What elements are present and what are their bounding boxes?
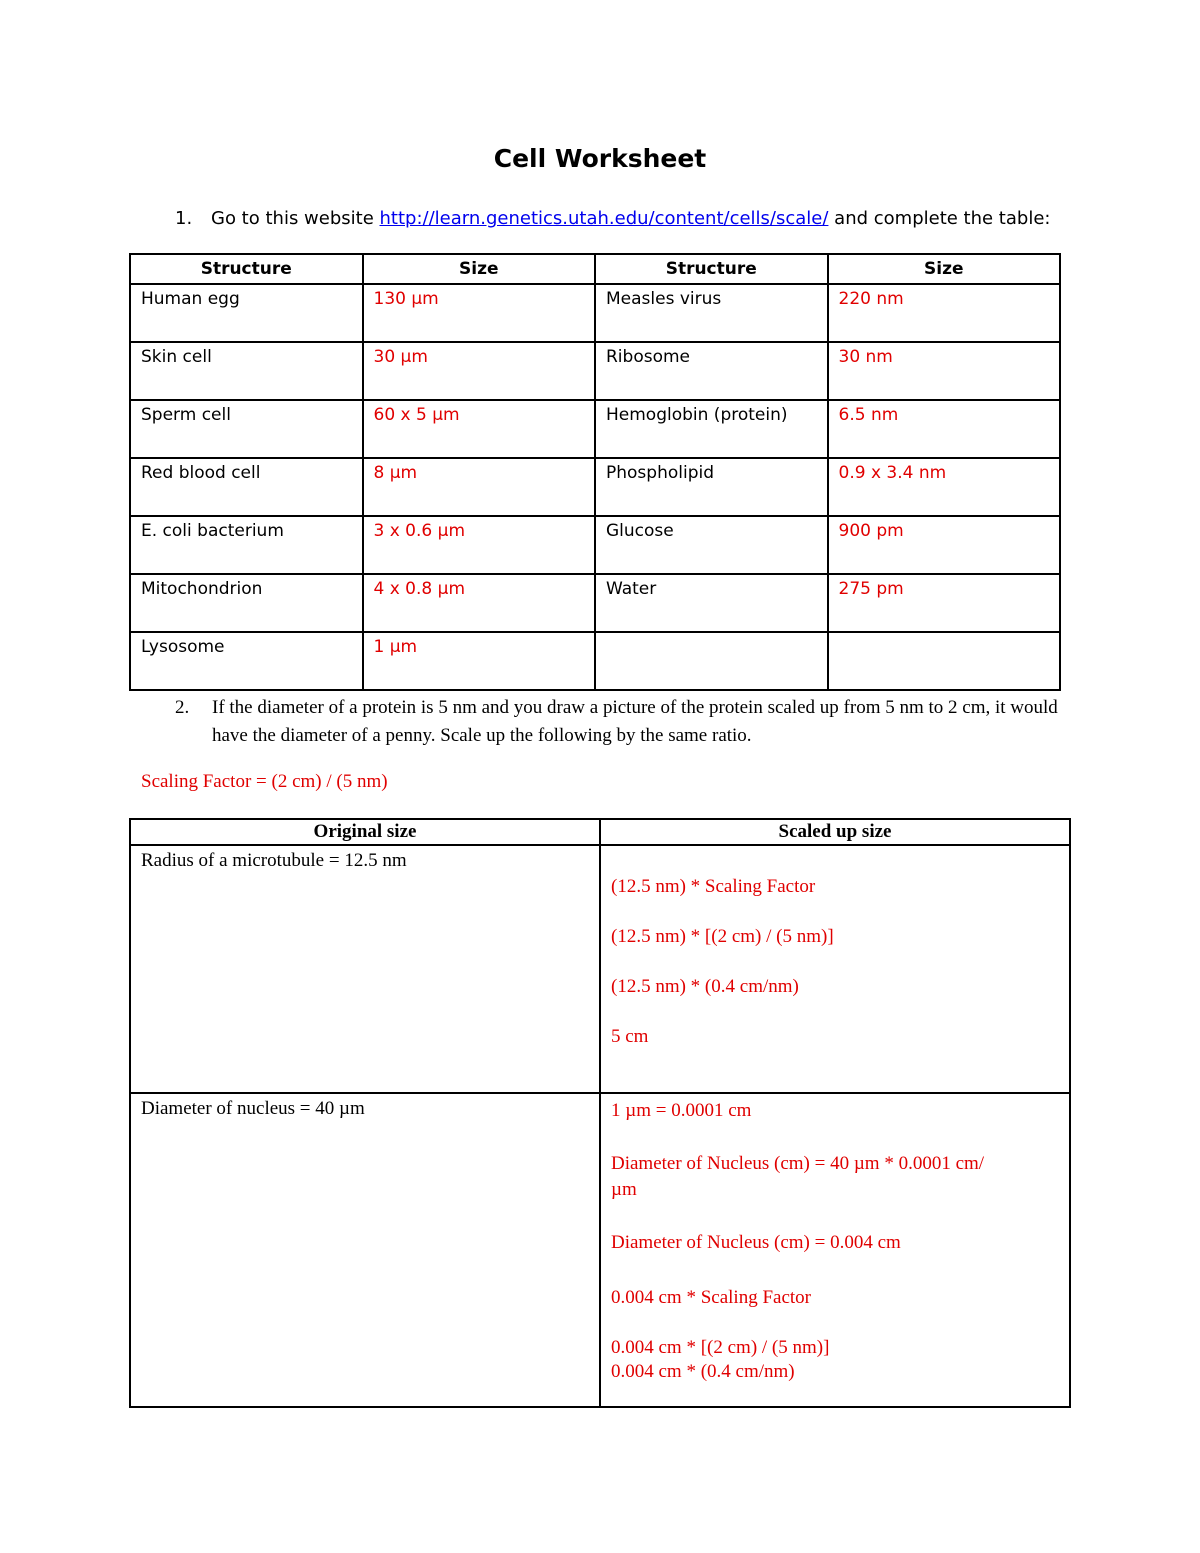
header-original-size: Original size: [130, 819, 600, 845]
question-1-text-before: Go to this website: [211, 208, 380, 229]
table-row: [130, 458, 1060, 516]
size-cell: 30 µm: [363, 342, 596, 400]
table-row: [130, 284, 1060, 342]
size-cell: 130 µm: [363, 284, 596, 342]
calc-line: (12.5 nm) * Scaling Factor: [611, 876, 816, 897]
table-header-row: [130, 254, 1060, 284]
structure-cell: Sperm cell: [130, 400, 363, 458]
question-2-text: If the diameter of a protein is 5 nm and you draw a picture of the protein scaled up from 5 nm to 2 cm, it would have the diameter of a penny. Scale up the following by the same ratio.: [212, 697, 1058, 746]
calc-line: 5 cm: [611, 1026, 649, 1047]
header-scaled-up-size: Scaled up size: [600, 819, 1070, 845]
size-cell: 30 nm: [828, 342, 1061, 400]
structure-cell: [595, 632, 828, 690]
question-1: [175, 208, 1050, 229]
structure-cell: Ribosome: [595, 342, 828, 400]
original-size-cell: Radius of a microtubule = 12.5 nm: [130, 845, 600, 1093]
question-1-text-after: and complete the table:: [828, 208, 1051, 229]
table-row: [130, 1093, 1070, 1407]
structure-cell: Hemoglobin (protein): [595, 400, 828, 458]
calc-line: Diameter of Nucleus (cm) = 40 µm * 0.0001 cm/µm: [611, 1153, 985, 1200]
original-size-cell: Diameter of nucleus = 40 µm: [130, 1093, 600, 1407]
structure-cell: Measles virus: [595, 284, 828, 342]
size-cell: 0.9 x 3.4 nm: [828, 458, 1061, 516]
header-structure: Structure: [595, 254, 828, 284]
calc-line: (12.5 nm) * [(2 cm) / (5 nm)]: [611, 926, 834, 947]
scaling-factor: Scaling Factor = (2 cm) / (5 nm): [141, 771, 388, 792]
scaled-size-cell: [600, 845, 1070, 1093]
size-cell: 4 x 0.8 µm: [363, 574, 596, 632]
structure-cell: Glucose: [595, 516, 828, 574]
calc-line: 0.004 cm * Scaling Factor: [611, 1287, 811, 1308]
calc-line: 0.004 cm * (0.4 cm/nm): [611, 1361, 795, 1382]
size-cell: [828, 632, 1061, 690]
header-size: Size: [363, 254, 596, 284]
size-cell: 8 µm: [363, 458, 596, 516]
structure-cell: Skin cell: [130, 342, 363, 400]
structure-cell: E. coli bacterium: [130, 516, 363, 574]
table-row: [130, 342, 1060, 400]
table-header-row: [130, 819, 1070, 845]
scaled-size-cell: [600, 1093, 1070, 1407]
worksheet-title: Cell Worksheet: [493, 144, 707, 173]
size-cell: 275 pm: [828, 574, 1061, 632]
structure-cell: Red blood cell: [130, 458, 363, 516]
table-row: [130, 400, 1060, 458]
structure-cell: Human egg: [130, 284, 363, 342]
structure-cell: Water: [595, 574, 828, 632]
size-cell: 6.5 nm: [828, 400, 1061, 458]
structure-cell: Mitochondrion: [130, 574, 363, 632]
structure-cell: Lysosome: [130, 632, 363, 690]
cell-size-table: [129, 253, 1061, 691]
header-structure: Structure: [130, 254, 363, 284]
size-cell: 1 µm: [363, 632, 596, 690]
website-link[interactable]: http://learn.genetics.utah.edu/content/cells/scale/: [379, 208, 829, 229]
question-1-number: 1.: [175, 208, 193, 229]
size-cell: 220 nm: [828, 284, 1061, 342]
table-row: [130, 845, 1070, 1093]
table-row: [130, 516, 1060, 574]
scale-up-table: [129, 818, 1071, 1408]
size-cell: 60 x 5 µm: [363, 400, 596, 458]
table-row: [130, 574, 1060, 632]
question-2: [175, 694, 1065, 750]
size-cell: 900 pm: [828, 516, 1061, 574]
calc-line: 0.004 cm * [(2 cm) / (5 nm)]: [611, 1337, 830, 1358]
size-cell: 3 x 0.6 µm: [363, 516, 596, 574]
calc-line: Diameter of Nucleus (cm) = 0.004 cm: [611, 1232, 901, 1253]
header-size: Size: [828, 254, 1061, 284]
table-row: [130, 632, 1060, 690]
calc-line: (12.5 nm) * (0.4 cm/nm): [611, 976, 799, 997]
calc-line: 1 µm = 0.0001 cm: [611, 1100, 752, 1121]
question-2-number: 2.: [175, 697, 190, 718]
structure-cell: Phospholipid: [595, 458, 828, 516]
